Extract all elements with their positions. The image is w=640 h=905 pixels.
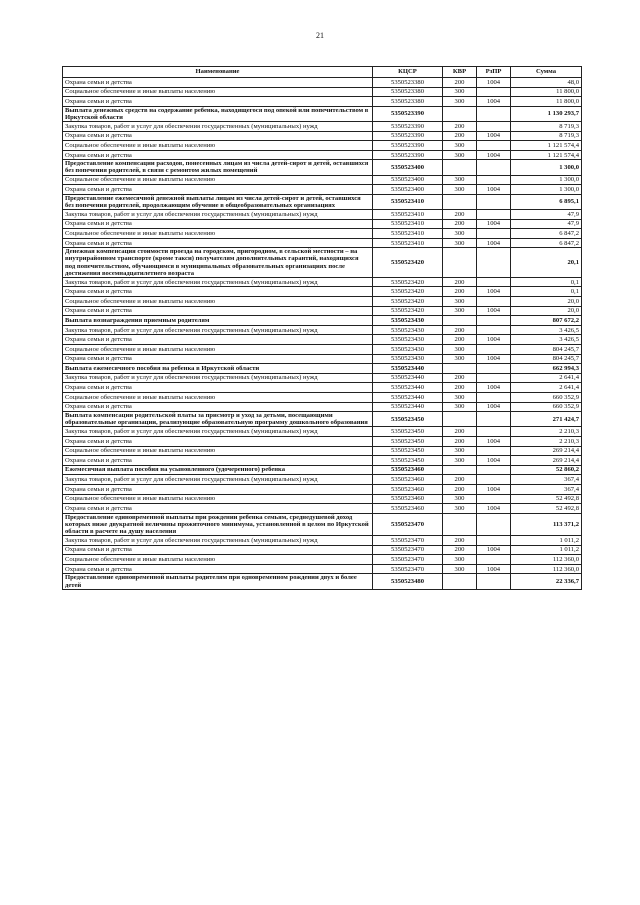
cell-name: Социальное обеспечение и иные выплаты населению	[63, 141, 373, 151]
cell-rzpr	[477, 574, 511, 589]
cell-code: 5350523420	[373, 287, 443, 297]
cell-kvr	[443, 364, 477, 374]
cell-kvr: 200	[443, 122, 477, 132]
cell-sum: 271 424,7	[511, 412, 582, 427]
table-row	[63, 364, 582, 374]
table-row	[63, 392, 582, 402]
table-row	[63, 504, 582, 514]
cell-kvr	[443, 194, 477, 209]
cell-rzpr	[477, 122, 511, 132]
table-row	[63, 131, 582, 141]
cell-sum: 367,4	[511, 484, 582, 494]
cell-name: Выплата вознаграждения приемным родителям	[63, 316, 373, 326]
cell-code: 5350523470	[373, 513, 443, 535]
cell-kvr: 300	[443, 354, 477, 364]
cell-sum: 8 719,3	[511, 131, 582, 141]
cell-name: Закупка товаров, работ и услуг для обеспечения государственных (муниципальных) нужд	[63, 373, 373, 383]
cell-sum: 1 011,2	[511, 545, 582, 555]
column-header-kvr: КВР	[443, 67, 477, 78]
cell-rzpr: 1004	[477, 402, 511, 412]
cell-name: Охрана семьи и детства	[63, 287, 373, 297]
budget-table	[62, 66, 582, 590]
cell-name: Предоставление единовременной выплаты родителям при одновременном рождении двух и более детей	[63, 574, 373, 589]
cell-code: 5350523450	[373, 412, 443, 427]
cell-kvr: 300	[443, 504, 477, 514]
cell-kvr	[443, 465, 477, 475]
cell-rzpr	[477, 465, 511, 475]
cell-code: 5350523420	[373, 306, 443, 316]
cell-sum: 52 492,8	[511, 504, 582, 514]
table-row	[63, 402, 582, 412]
page-number: 21	[316, 31, 324, 40]
cell-rzpr: 1004	[477, 287, 511, 297]
cell-sum: 8 719,3	[511, 122, 582, 132]
cell-name: Выплата денежных средств на содержание ребенка, находящегося под опекой или попечительством в Иркутской области	[63, 106, 373, 121]
cell-code: 5350523430	[373, 354, 443, 364]
table-row	[63, 316, 582, 326]
cell-code: 5350523430	[373, 344, 443, 354]
cell-kvr: 200	[443, 436, 477, 446]
table-row	[63, 106, 582, 121]
cell-rzpr: 1004	[477, 185, 511, 195]
table-row	[63, 150, 582, 160]
cell-code: 5350523380	[373, 97, 443, 107]
cell-sum: 6 895,1	[511, 194, 582, 209]
cell-code: 5350523430	[373, 325, 443, 335]
cell-code: 5350523400	[373, 185, 443, 195]
cell-rzpr: 1004	[477, 238, 511, 248]
cell-name: Охрана семьи и детства	[63, 131, 373, 141]
table-row	[63, 513, 582, 535]
column-header-name: Наименование	[63, 67, 373, 78]
cell-code: 5350523450	[373, 446, 443, 456]
cell-sum: 2 641,4	[511, 383, 582, 393]
cell-kvr: 200	[443, 210, 477, 220]
table-row	[63, 297, 582, 307]
cell-name: Закупка товаров, работ и услуг для обеспечения государственных (муниципальных) нужд	[63, 277, 373, 287]
cell-rzpr	[477, 427, 511, 437]
cell-name: Закупка товаров, работ и услуг для обеспечения государственных (муниципальных) нужд	[63, 536, 373, 546]
cell-code: 5350523440	[373, 402, 443, 412]
table-row	[63, 87, 582, 97]
cell-rzpr: 1004	[477, 545, 511, 555]
cell-kvr: 300	[443, 297, 477, 307]
cell-name: Охрана семьи и детства	[63, 97, 373, 107]
table-row	[63, 122, 582, 132]
cell-sum: 1 300,0	[511, 175, 582, 185]
table-row	[63, 412, 582, 427]
cell-sum: 112 360,0	[511, 555, 582, 565]
cell-rzpr: 1004	[477, 484, 511, 494]
table-row	[63, 536, 582, 546]
table-row	[63, 141, 582, 151]
cell-sum: 660 352,9	[511, 392, 582, 402]
cell-name: Закупка товаров, работ и услуг для обеспечения государственных (муниципальных) нужд	[63, 325, 373, 335]
cell-rzpr	[477, 229, 511, 239]
cell-code: 5350523480	[373, 574, 443, 589]
cell-rzpr: 1004	[477, 131, 511, 141]
cell-code: 5350523450	[373, 456, 443, 466]
cell-rzpr	[477, 175, 511, 185]
cell-sum: 804 245,7	[511, 344, 582, 354]
cell-rzpr	[477, 106, 511, 121]
cell-code: 5350523440	[373, 383, 443, 393]
cell-sum: 6 847,2	[511, 238, 582, 248]
cell-kvr: 300	[443, 402, 477, 412]
table-row	[63, 373, 582, 383]
cell-name: Охрана семьи и детства	[63, 436, 373, 446]
cell-code: 5350523470	[373, 555, 443, 565]
cell-name: Ежемесячная выплата пособия на усыновленного (удочеренного) ребенка	[63, 465, 373, 475]
cell-sum: 22 336,7	[511, 574, 582, 589]
cell-rzpr	[477, 364, 511, 374]
cell-name: Социальное обеспечение и иные выплаты населению	[63, 297, 373, 307]
cell-name: Выплата компенсации родительской платы за присмотр и уход за детьми, посещающими образовательные организации, реализующие образовательную программу дошкольного образования	[63, 412, 373, 427]
cell-kvr: 300	[443, 238, 477, 248]
cell-code: 5350523380	[373, 87, 443, 97]
cell-kvr	[443, 316, 477, 326]
cell-sum: 11 800,0	[511, 97, 582, 107]
cell-sum: 269 214,4	[511, 456, 582, 466]
cell-code: 5350523400	[373, 160, 443, 175]
cell-name: Охрана семьи и детства	[63, 238, 373, 248]
cell-rzpr	[477, 277, 511, 287]
table-row	[63, 219, 582, 229]
cell-rzpr: 1004	[477, 78, 511, 88]
table-row	[63, 475, 582, 485]
cell-code: 5350523460	[373, 484, 443, 494]
cell-rzpr	[477, 475, 511, 485]
cell-sum: 2 641,4	[511, 373, 582, 383]
cell-code: 5350523420	[373, 277, 443, 287]
cell-sum: 20,0	[511, 306, 582, 316]
cell-kvr	[443, 513, 477, 535]
cell-code: 5350523420	[373, 248, 443, 277]
cell-kvr	[443, 412, 477, 427]
cell-rzpr: 1004	[477, 219, 511, 229]
cell-name: Охрана семьи и детства	[63, 306, 373, 316]
cell-rzpr: 1004	[477, 150, 511, 160]
cell-kvr: 300	[443, 97, 477, 107]
cell-kvr: 300	[443, 555, 477, 565]
cell-code: 5350523430	[373, 335, 443, 345]
cell-code: 5350523410	[373, 219, 443, 229]
cell-code: 5350523440	[373, 392, 443, 402]
cell-name: Денежная компенсация стоимости проезда на городском, пригородном, в сельской местности – на внутрирайонном транспорте (кроме такси) получателям дополнительных гарантий, находящихся под попечительством, обучающимся в муниципальных образовательных организациях после достижения восемнадцатилетнего возраста	[63, 248, 373, 277]
table-row	[63, 456, 582, 466]
table-row	[63, 287, 582, 297]
cell-sum: 3 426,5	[511, 325, 582, 335]
cell-kvr: 200	[443, 484, 477, 494]
cell-name: Социальное обеспечение и иные выплаты населению	[63, 229, 373, 239]
cell-rzpr	[477, 513, 511, 535]
cell-kvr: 300	[443, 564, 477, 574]
cell-name: Охрана семьи и детства	[63, 504, 373, 514]
cell-sum: 1 130 293,7	[511, 106, 582, 121]
cell-sum: 269 214,4	[511, 446, 582, 456]
cell-rzpr	[477, 316, 511, 326]
table-row	[63, 436, 582, 446]
cell-kvr: 300	[443, 141, 477, 151]
cell-code: 5350523410	[373, 238, 443, 248]
cell-sum: 660 352,9	[511, 402, 582, 412]
cell-rzpr	[477, 555, 511, 565]
cell-code: 5350523390	[373, 106, 443, 121]
cell-name: Социальное обеспечение и иные выплаты населению	[63, 392, 373, 402]
cell-sum: 1 121 574,4	[511, 141, 582, 151]
cell-kvr: 300	[443, 175, 477, 185]
cell-sum: 11 800,0	[511, 87, 582, 97]
cell-name: Охрана семьи и детства	[63, 354, 373, 364]
cell-kvr: 300	[443, 150, 477, 160]
cell-kvr	[443, 574, 477, 589]
table-row	[63, 78, 582, 88]
cell-rzpr	[477, 446, 511, 456]
cell-kvr: 300	[443, 344, 477, 354]
cell-code: 5350523470	[373, 545, 443, 555]
table-row	[63, 229, 582, 239]
cell-rzpr	[477, 297, 511, 307]
cell-code: 5350523400	[373, 175, 443, 185]
cell-rzpr: 1004	[477, 335, 511, 345]
table-row	[63, 277, 582, 287]
table-row	[63, 555, 582, 565]
cell-kvr	[443, 248, 477, 277]
cell-sum: 112 360,0	[511, 564, 582, 574]
cell-kvr	[443, 160, 477, 175]
table-row	[63, 175, 582, 185]
cell-kvr: 200	[443, 545, 477, 555]
cell-name: Социальное обеспечение и иные выплаты населению	[63, 175, 373, 185]
cell-rzpr	[477, 87, 511, 97]
cell-name: Социальное обеспечение и иные выплаты населению	[63, 87, 373, 97]
cell-rzpr: 1004	[477, 306, 511, 316]
cell-sum: 807 672,2	[511, 316, 582, 326]
table-row	[63, 465, 582, 475]
cell-rzpr: 1004	[477, 436, 511, 446]
table-row	[63, 248, 582, 277]
cell-sum: 2 210,3	[511, 436, 582, 446]
cell-code: 5350523390	[373, 131, 443, 141]
cell-name: Охрана семьи и детства	[63, 484, 373, 494]
cell-kvr: 300	[443, 392, 477, 402]
cell-code: 5350523470	[373, 536, 443, 546]
table-header-row	[63, 67, 582, 78]
cell-code: 5350523410	[373, 229, 443, 239]
cell-rzpr	[477, 325, 511, 335]
cell-name: Закупка товаров, работ и услуг для обеспечения государственных (муниципальных) нужд	[63, 475, 373, 485]
column-header-code: КЦСР	[373, 67, 443, 78]
cell-rzpr	[477, 194, 511, 209]
cell-kvr: 300	[443, 87, 477, 97]
table-row	[63, 97, 582, 107]
cell-code: 5350523380	[373, 78, 443, 88]
cell-code: 5350523390	[373, 150, 443, 160]
cell-name: Закупка товаров, работ и услуг для обеспечения государственных (муниципальных) нужд	[63, 122, 373, 132]
table-row	[63, 210, 582, 220]
table-row	[63, 354, 582, 364]
cell-rzpr: 1004	[477, 564, 511, 574]
cell-name: Охрана семьи и детства	[63, 78, 373, 88]
cell-sum: 47,9	[511, 219, 582, 229]
cell-kvr: 200	[443, 277, 477, 287]
cell-name: Предоставление ежемесячной денежной выплаты лицам из числа детей-сирот и детей, оставшихся без попечения родителей, продолжающим обучение в общеобразовательных организациях	[63, 194, 373, 209]
table-row	[63, 484, 582, 494]
cell-kvr: 200	[443, 427, 477, 437]
cell-rzpr	[477, 412, 511, 427]
column-header-sum: Сумма	[511, 67, 582, 78]
cell-code: 5350523430	[373, 316, 443, 326]
table-row	[63, 383, 582, 393]
table-row	[63, 194, 582, 209]
cell-name: Закупка товаров, работ и услуг для обеспечения государственных (муниципальных) нужд	[63, 427, 373, 437]
cell-rzpr	[477, 373, 511, 383]
cell-rzpr	[477, 344, 511, 354]
cell-sum: 52 860,2	[511, 465, 582, 475]
cell-kvr: 200	[443, 335, 477, 345]
cell-kvr: 300	[443, 185, 477, 195]
cell-kvr: 200	[443, 287, 477, 297]
cell-name: Охрана семьи и детства	[63, 219, 373, 229]
cell-name: Охрана семьи и детства	[63, 456, 373, 466]
cell-sum: 20,0	[511, 297, 582, 307]
cell-rzpr: 1004	[477, 504, 511, 514]
cell-kvr: 200	[443, 325, 477, 335]
cell-rzpr	[477, 210, 511, 220]
cell-kvr: 200	[443, 536, 477, 546]
cell-sum: 1 011,2	[511, 536, 582, 546]
cell-name: Охрана семьи и детства	[63, 150, 373, 160]
cell-name: Охрана семьи и детства	[63, 335, 373, 345]
cell-code: 5350523440	[373, 364, 443, 374]
cell-name: Охрана семьи и детства	[63, 185, 373, 195]
cell-rzpr	[477, 141, 511, 151]
cell-name: Охрана семьи и детства	[63, 564, 373, 574]
cell-sum: 52 492,8	[511, 494, 582, 504]
table-row	[63, 185, 582, 195]
cell-name: Предоставление компенсации расходов, понесенных лицам из числа детей-сирот и детей, оставшихся без попечения родителей, в связи с ремонтом жилых помещений	[63, 160, 373, 175]
cell-code: 5350523440	[373, 373, 443, 383]
table-row	[63, 494, 582, 504]
cell-name: Социальное обеспечение и иные выплаты населению	[63, 494, 373, 504]
cell-kvr: 200	[443, 78, 477, 88]
cell-kvr: 300	[443, 446, 477, 456]
cell-sum: 804 245,7	[511, 354, 582, 364]
cell-code: 5350523460	[373, 494, 443, 504]
cell-kvr: 200	[443, 475, 477, 485]
cell-code: 5350523470	[373, 564, 443, 574]
cell-sum: 20,1	[511, 248, 582, 277]
cell-rzpr	[477, 536, 511, 546]
cell-rzpr	[477, 494, 511, 504]
cell-rzpr	[477, 248, 511, 277]
cell-rzpr: 1004	[477, 383, 511, 393]
cell-sum: 1 300,0	[511, 185, 582, 195]
cell-name: Охрана семьи и детства	[63, 545, 373, 555]
cell-code: 5350523460	[373, 465, 443, 475]
cell-sum: 2 210,3	[511, 427, 582, 437]
cell-sum: 113 371,2	[511, 513, 582, 535]
cell-name: Социальное обеспечение и иные выплаты населению	[63, 446, 373, 456]
cell-kvr: 200	[443, 373, 477, 383]
table-row	[63, 344, 582, 354]
cell-sum: 1 121 574,4	[511, 150, 582, 160]
cell-sum: 0,1	[511, 287, 582, 297]
cell-sum: 6 847,2	[511, 229, 582, 239]
cell-sum: 3 426,5	[511, 335, 582, 345]
cell-rzpr	[477, 392, 511, 402]
cell-sum: 367,4	[511, 475, 582, 485]
cell-kvr: 300	[443, 494, 477, 504]
table-row	[63, 427, 582, 437]
cell-kvr	[443, 106, 477, 121]
cell-sum: 47,9	[511, 210, 582, 220]
cell-name: Охрана семьи и детства	[63, 383, 373, 393]
cell-name: Социальное обеспечение и иные выплаты населению	[63, 555, 373, 565]
cell-sum: 662 994,3	[511, 364, 582, 374]
table-row	[63, 335, 582, 345]
cell-code: 5350523390	[373, 141, 443, 151]
table-row	[63, 306, 582, 316]
table-body	[63, 78, 582, 590]
cell-rzpr	[477, 160, 511, 175]
cell-kvr: 300	[443, 306, 477, 316]
cell-rzpr: 1004	[477, 456, 511, 466]
table-row	[63, 574, 582, 589]
cell-kvr: 300	[443, 456, 477, 466]
cell-kvr: 200	[443, 383, 477, 393]
cell-name: Предоставление единовременной выплаты при рождении ребенка семьям, среднедушевой доход которых ниже двукратной величины прожиточного минимума, установленной в целом по Иркутской области в расчете на душу населения	[63, 513, 373, 535]
table-row	[63, 325, 582, 335]
cell-code: 5350523460	[373, 504, 443, 514]
table-row	[63, 238, 582, 248]
cell-name: Социальное обеспечение и иные выплаты населению	[63, 344, 373, 354]
cell-sum: 48,0	[511, 78, 582, 88]
table-row	[63, 564, 582, 574]
table-row	[63, 446, 582, 456]
cell-rzpr: 1004	[477, 354, 511, 364]
table-row	[63, 160, 582, 175]
column-header-rzpr: РзПР	[477, 67, 511, 78]
cell-code: 5350523410	[373, 210, 443, 220]
cell-kvr: 200	[443, 219, 477, 229]
cell-rzpr: 1004	[477, 97, 511, 107]
cell-code: 5350523450	[373, 436, 443, 446]
cell-code: 5350523390	[373, 122, 443, 132]
cell-sum: 0,1	[511, 277, 582, 287]
cell-code: 5350523460	[373, 475, 443, 485]
cell-kvr: 200	[443, 131, 477, 141]
cell-code: 5350523450	[373, 427, 443, 437]
cell-name: Выплата ежемесячного пособия на ребенка в Иркутской области	[63, 364, 373, 374]
cell-code: 5350523420	[373, 297, 443, 307]
cell-name: Закупка товаров, работ и услуг для обеспечения государственных (муниципальных) нужд	[63, 210, 373, 220]
cell-sum: 1 300,0	[511, 160, 582, 175]
cell-name: Охрана семьи и детства	[63, 402, 373, 412]
cell-code: 5350523410	[373, 194, 443, 209]
table-row	[63, 545, 582, 555]
cell-kvr: 300	[443, 229, 477, 239]
